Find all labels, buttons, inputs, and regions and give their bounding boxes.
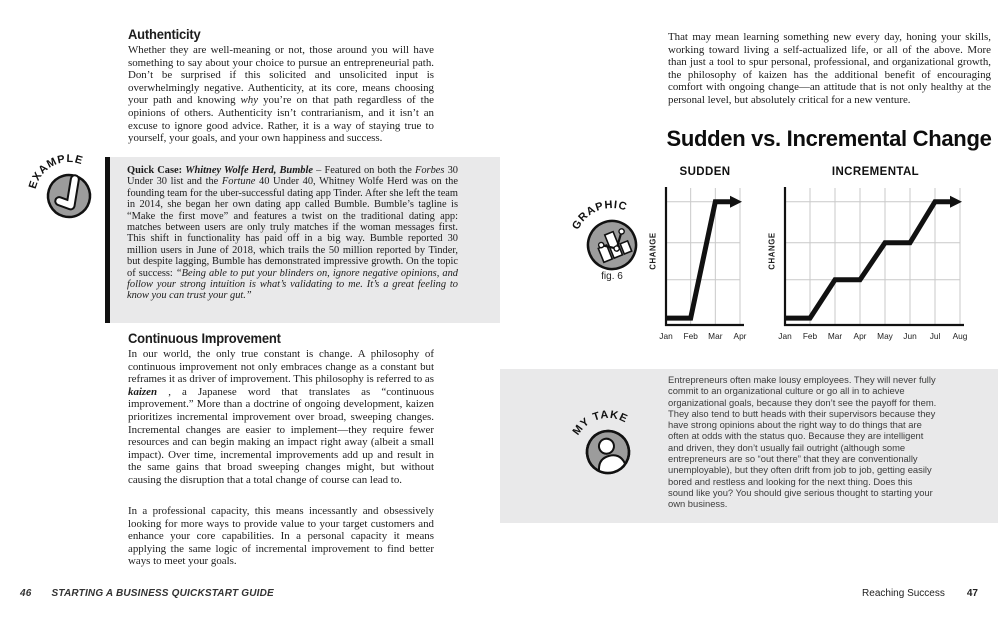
text-run: you’re on that path regardless of the opinions of others. Authenticity isn’t contrarianism, and it isn’t an excuse to ignore good advice. Rather, it is a way of staying true to yourself, your goals, and your own happiness and success. — [128, 94, 434, 145]
text-run: Whether they are well-meaning or not, those around you will have something to say about your choice to pursue an entrepreneurial path. Don’t be surprised if this solicited and unsolicited input is overwhelmingly negative. Authenticity, at its core, means choosing your path and knowing — [128, 44, 434, 107]
page-footer-right — [500, 583, 978, 601]
fig-caption: fig. 6 — [601, 271, 623, 282]
text-run: 40 Under 40, Whitney Wolfe Herd was on the founding team for the uber-successful dating app Tinder. After she left the team in 2014, she began her own dating app called Bumble. Bumble’s tagline is “Make the first move” and features a twist on the traditional dating app: matches between users are only truly matches if the woman messages first. This shift in functionality has paid off in a big way. Bumble reported 30 million users in June of 2018, which trails the 50 million reported by Tinder, but despite lagging, Bumble has demonstrated impressive growth. On the topic of success: — [127, 176, 458, 279]
intro-paragraph: That may mean learning something new every day, honing your skills, working toward living a self-actualized life, or all of the above. More than just a tool to spur personal, professional, and organizational growth, the philosophy of kaizen has the additional benefit of encouraging comfort with ongoing change—an attitude that is not only healthy at the personal level, but absolutely critical for a new venture. — [668, 31, 991, 106]
chart-ylabel-sudden: CHANGE — [648, 232, 658, 270]
continuous-improvement-paragraph-1 — [128, 348, 434, 487]
text-run-italic: why — [240, 94, 259, 107]
chart-title-incremental: INCREMENTAL — [831, 166, 920, 178]
tick-label: Mar — [827, 331, 843, 341]
tick-label: Feb — [802, 331, 818, 341]
text-run: 30 Under 30 list and the — [127, 165, 458, 188]
text-run-bold: Quick Case: — [127, 165, 186, 176]
text-run: , a Japanese word that translates as “continuous improvement.” More than a doctrine of ongoing development, kaizen prioritizes incremental improvement over broad, sweeping changes. Incremental changes are easier to implement—they require fewer resources and can begin making an impact right away (albeit a small impact). Over time, incremental improvements add up and result in the same gains that broad sweeping changes might, but without causing the disruption that a total change of course can lead to. — [128, 385, 434, 486]
text-run: In our world, the only true constant is change. A philosophy of continuous improvement not only embraces change as a constant but reframes it as driver of improvement. This philosophy is referred to as — [128, 348, 434, 386]
page-footer-left — [20, 583, 480, 601]
tick-label: Feb — [683, 331, 698, 341]
graphic-badge-label: GRAPHIC — [569, 198, 629, 232]
text-run-italic: Forbes — [415, 165, 445, 176]
chart-incremental — [778, 186, 974, 346]
page-number: 46 — [20, 588, 32, 599]
example-badge-label: EXAMPLE — [26, 152, 85, 191]
tick-label: Jul — [929, 331, 941, 341]
section-heading-continuous-improvement: Continuous Improvement — [128, 331, 281, 346]
text-run-bold-italic: Whitney Wolfe Herd, Bumble — [185, 165, 313, 176]
my-take-badge — [558, 390, 658, 494]
right-page — [500, 0, 1000, 622]
tick-label: Apr — [733, 331, 747, 341]
chart-ylabel-incremental: CHANGE — [767, 232, 777, 270]
example-badge — [19, 134, 119, 238]
my-take-text: Entrepreneurs often make lousy employees. They will never fully commit to an organizational culture or go all in to achieve organizational goals, because they don’t see the payoff for them. They also tend to butt heads with their supervisors because they have strong opinions about the right way to do things that are often at odds with the status quo. Because they are intelligent and driven, they don’t usually fail outright (although some entrepreneurs are so “out there” that they are conventionally unemployable), but they often drift from job to job, getting easily bored and restless and looking for the next thing. Does this sound like you? You should give serious thought to starting your own business. — [668, 374, 937, 510]
tick-label: Jan — [778, 331, 792, 341]
tick-label: Jun — [903, 331, 917, 341]
book-title: STARTING A BUSINESS QUICKSTART GUIDE — [51, 588, 274, 599]
chapter-title: Reaching Success — [862, 588, 945, 599]
chart-sudden — [659, 186, 754, 346]
section-heading-authenticity: Authenticity — [128, 27, 201, 42]
tick-label: Mar — [708, 331, 723, 341]
section-heading-sudden-vs-incremental: Sudden vs. Incremental Change — [666, 126, 992, 151]
quick-case-text — [127, 165, 458, 302]
tick-label: Aug — [952, 331, 968, 341]
text-run-italic: Fortune — [221, 176, 256, 188]
tick-label: Apr — [853, 331, 867, 341]
my-take-badge-label: MY TAKE — [570, 408, 630, 438]
tick-label: May — [877, 331, 893, 341]
text-run-bold-italic: kaizen — [128, 385, 158, 398]
text-run: – Featured on both the — [312, 165, 415, 176]
text-run-italic: “Being able to put your blinders on, ignore negative opinions, and follow your strong intuition is what’s validating to me. It’s a great feeling to know you can trust your gut.” — [127, 267, 458, 302]
tick-label: Jan — [659, 331, 673, 341]
continuous-improvement-paragraph-2: In a professional capacity, this means incessantly and obsessively looking for more ways to provide value to your target customers and enhance your core capabilities. In a personal capacity it means applying the same logic of incremental improvement to find better ways to meet your goals. — [128, 505, 434, 568]
quick-case-box — [105, 157, 500, 323]
authenticity-paragraph — [128, 44, 434, 145]
chart-title-sudden: SUDDEN — [679, 166, 731, 178]
page-number: 47 — [966, 588, 978, 599]
